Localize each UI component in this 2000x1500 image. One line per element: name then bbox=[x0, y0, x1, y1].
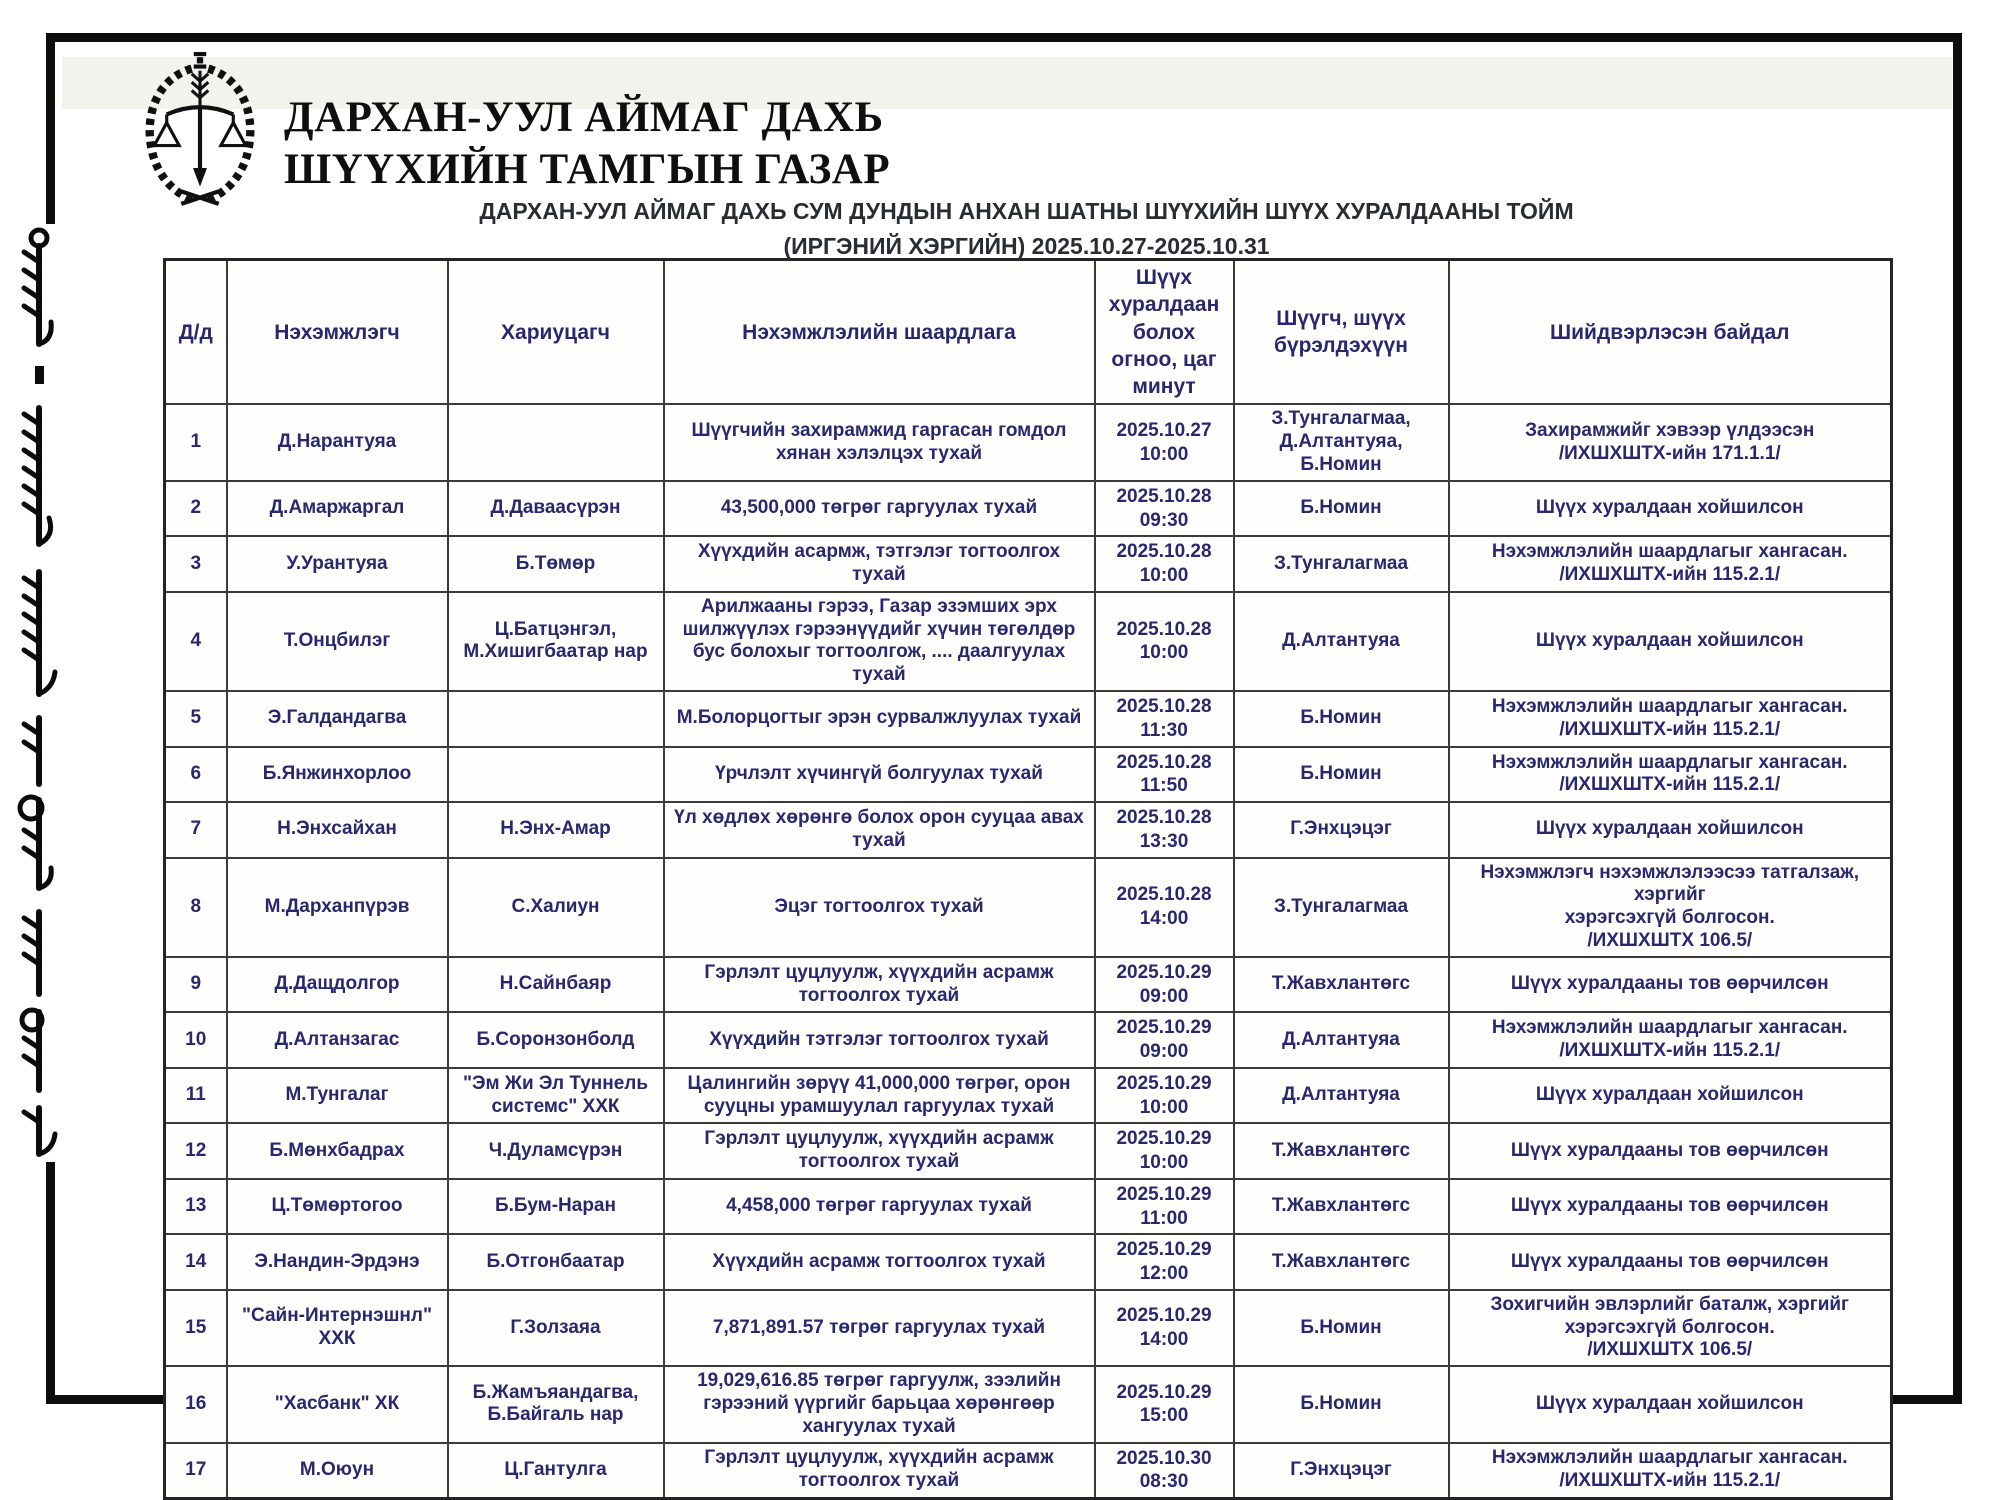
cell-respondent: Ц.Гантулга bbox=[448, 1443, 664, 1499]
cell-respondent bbox=[448, 747, 664, 803]
cell-date: 2025.10.29 12:00 bbox=[1095, 1234, 1234, 1290]
cell-date: 2025.10.28 11:50 bbox=[1095, 747, 1234, 803]
cell-judge: Т.Жавхлантөгс bbox=[1234, 1234, 1449, 1290]
cell-date: 2025.10.29 14:00 bbox=[1095, 1290, 1234, 1366]
col-header-number: Д/д bbox=[165, 260, 227, 405]
cell-date: 2025.10.29 11:00 bbox=[1095, 1179, 1234, 1235]
cell-number: 14 bbox=[165, 1234, 227, 1290]
cell-number: 15 bbox=[165, 1290, 227, 1366]
cell-claimant: Э.Нандин-Эрдэнэ bbox=[227, 1234, 448, 1290]
cell-claim: Шүүгчийн захирамжид гаргасан гомдол хянан хэлэлцэх тухай bbox=[664, 404, 1095, 480]
table-header-row bbox=[165, 260, 1892, 405]
cell-decision: Нэхэмжлэгч нэхэмжлэлээсээ татгалзаж, хэргийг хэрэгсэхгүй болгосон. /ИХШХШТХ 106.5/ bbox=[1449, 858, 1892, 957]
cell-claim: Үрчлэлт хүчингүй болгуулах тухай bbox=[664, 747, 1095, 803]
col-header-date: Шүүх хуралдаан болох огноо, цаг минут bbox=[1095, 260, 1234, 405]
cell-date: 2025.10.28 13:30 bbox=[1095, 802, 1234, 858]
cell-judge: Б.Номин bbox=[1234, 481, 1449, 537]
table-row bbox=[165, 1068, 1892, 1124]
cell-date: 2025.10.28 10:00 bbox=[1095, 592, 1234, 691]
cell-claim: 4,458,000 төгрөг гаргуулах тухай bbox=[664, 1179, 1095, 1235]
table-row bbox=[165, 404, 1892, 480]
cell-claimant: Д.Амаржаргал bbox=[227, 481, 448, 537]
cell-claimant: "Сайн-Интернэшнл" ХХК bbox=[227, 1290, 448, 1366]
cell-claim: Гэрлэлт цуцлуулж, хүүхдийн асрамж тогтоолгох тухай bbox=[664, 957, 1095, 1013]
cell-decision: Зохигчийн эвлэрлийг баталж, хэргийг хэрэгсэхгүй болгосон. /ИХШХШТХ 106.5/ bbox=[1449, 1290, 1892, 1366]
cell-decision: Шүүх хуралдаан хойшилсон bbox=[1449, 592, 1892, 691]
cell-decision: Шүүх хуралдаан хойшилсон bbox=[1449, 802, 1892, 858]
scales-of-justice-icon bbox=[136, 52, 264, 208]
cell-respondent: Б.Бум-Наран bbox=[448, 1179, 664, 1235]
hearing-table bbox=[163, 258, 1893, 1500]
cell-judge: Т.Жавхлантөгс bbox=[1234, 1179, 1449, 1235]
cell-claimant: Т.Онцбилэг bbox=[227, 592, 448, 691]
cell-judge: Т.Жавхлантөгс bbox=[1234, 1123, 1449, 1179]
document-title-line1: ДАРХАН-УУЛ АЙМАГ ДАХЬ СУМ ДУНДЫН АНХАН ШАТНЫ ШҮҮХИЙН ШҮҮХ ХУРАЛДААНЫ ТОЙМ bbox=[479, 198, 1574, 224]
cell-number: 17 bbox=[165, 1443, 227, 1499]
cell-claimant: Д.Нарантуяа bbox=[227, 404, 448, 480]
cell-number: 12 bbox=[165, 1123, 227, 1179]
cell-respondent: Н.Сайнбаяр bbox=[448, 957, 664, 1013]
cell-judge: Д.Алтантуяа bbox=[1234, 592, 1449, 691]
cell-respondent: Д.Даваасүрэн bbox=[448, 481, 664, 537]
cell-judge: Б.Номин bbox=[1234, 747, 1449, 803]
cell-date: 2025.10.28 09:30 bbox=[1095, 481, 1234, 537]
table-row bbox=[165, 858, 1892, 957]
table-row bbox=[165, 747, 1892, 803]
cell-respondent: Б.Төмөр bbox=[448, 536, 664, 592]
cell-claimant: Б.Мөнхбадрах bbox=[227, 1123, 448, 1179]
cell-decision: Шүүх хуралдааны тов өөрчилсөн bbox=[1449, 1234, 1892, 1290]
cell-judge: Б.Номин bbox=[1234, 691, 1449, 747]
cell-judge: Г.Энхцэцэг bbox=[1234, 802, 1449, 858]
col-header-claim: Нэхэмжлэлийн шаардлага bbox=[664, 260, 1095, 405]
table-row bbox=[165, 957, 1892, 1013]
cell-respondent: Б.Соронзонболд bbox=[448, 1012, 664, 1068]
col-header-decision: Шийдвэрлэсэн байдал bbox=[1449, 260, 1892, 405]
cell-respondent: Б.Отгонбаатар bbox=[448, 1234, 664, 1290]
cell-number: 10 bbox=[165, 1012, 227, 1068]
table-row bbox=[165, 1179, 1892, 1235]
table-body bbox=[165, 404, 1892, 1498]
org-name-line2: ШҮҮХИЙН ТАМГЫН ГАЗАР bbox=[284, 145, 891, 193]
cell-claimant: Э.Галдандагва bbox=[227, 691, 448, 747]
cell-claim: Арилжааны гэрээ, Газар эзэмших эрх шилжүүлэх гэрээнүүдийг хүчин төгөлдөр бус болохыг тогтоолгож, .... даалгуулах тухай bbox=[664, 592, 1095, 691]
cell-decision: Нэхэмжлэлийн шаардлагыг хангасан. /ИХШХШТХ-ийн 115.2.1/ bbox=[1449, 747, 1892, 803]
cell-date: 2025.10.29 10:00 bbox=[1095, 1068, 1234, 1124]
cell-claimant: "Хасбанк" ХК bbox=[227, 1366, 448, 1442]
cell-claimant: М.Тунгалаг bbox=[227, 1068, 448, 1124]
cell-claim: Гэрлэлт цуцлуулж, хүүхдийн асрамж тогтоолгох тухай bbox=[664, 1123, 1095, 1179]
cell-judge: Т.Жавхлантөгс bbox=[1234, 957, 1449, 1013]
cell-claimant: Б.Янжинхорлоо bbox=[227, 747, 448, 803]
cell-number: 9 bbox=[165, 957, 227, 1013]
cell-judge: З.Тунгалагмаа, Д.Алтантуяа, Б.Номин bbox=[1234, 404, 1449, 480]
cell-number: 13 bbox=[165, 1179, 227, 1235]
cell-decision: Шүүх хуралдаан хойшилсон bbox=[1449, 481, 1892, 537]
cell-decision: Захирамжийг хэвээр үлдээсэн /ИХШХШТХ-ийн 171.1.1/ bbox=[1449, 404, 1892, 480]
table-row bbox=[165, 1234, 1892, 1290]
cell-claimant: Н.Энхсайхан bbox=[227, 802, 448, 858]
cell-respondent bbox=[448, 691, 664, 747]
table-row bbox=[165, 481, 1892, 537]
cell-decision: Нэхэмжлэлийн шаардлагыг хангасан. /ИХШХШТХ-ийн 115.2.1/ bbox=[1449, 691, 1892, 747]
table-row bbox=[165, 1012, 1892, 1068]
col-header-claimant: Нэхэмжлэгч bbox=[227, 260, 448, 405]
cell-number: 4 bbox=[165, 592, 227, 691]
cell-claimant: М.Дарханпүрэв bbox=[227, 858, 448, 957]
cell-respondent: Г.Золзаяа bbox=[448, 1290, 664, 1366]
cell-claimant: Д.Дащдолгор bbox=[227, 957, 448, 1013]
cell-respondent: С.Халиун bbox=[448, 858, 664, 957]
cell-claim: Хүүхдийн тэтгэлэг тогтоолгох тухай bbox=[664, 1012, 1095, 1068]
document-title-line2: (ИРГЭНИЙ ХЭРГИЙН) 2025.10.27-2025.10.31 bbox=[783, 232, 1270, 259]
mongolian-script-sidebar bbox=[4, 224, 62, 1162]
cell-judge: З.Тунгалагмаа bbox=[1234, 858, 1449, 957]
cell-claim: Цалингийн зөрүү 41,000,000 төгрөг, орон сууцны урамшуулал гаргуулах тухай bbox=[664, 1068, 1095, 1124]
cell-judge: Д.Алтантуяа bbox=[1234, 1012, 1449, 1068]
cell-claim: Эцэг тогтоолгох тухай bbox=[664, 858, 1095, 957]
col-header-respondent: Хариуцагч bbox=[448, 260, 664, 405]
cell-claim: Үл хөдлөх хөрөнгө болох орон сууцаа авах тухай bbox=[664, 802, 1095, 858]
cell-date: 2025.10.27 10:00 bbox=[1095, 404, 1234, 480]
table-row bbox=[165, 1123, 1892, 1179]
cell-number: 5 bbox=[165, 691, 227, 747]
cell-decision: Шүүх хуралдааны тов өөрчилсөн bbox=[1449, 1179, 1892, 1235]
cell-judge: Б.Номин bbox=[1234, 1290, 1449, 1366]
cell-number: 8 bbox=[165, 858, 227, 957]
cell-claim: Гэрлэлт цуцлуулж, хүүхдийн асрамж тогтоолгох тухай bbox=[664, 1443, 1095, 1499]
cell-number: 2 bbox=[165, 481, 227, 537]
table-row bbox=[165, 691, 1892, 747]
cell-decision: Шүүх хуралдаан хойшилсон bbox=[1449, 1366, 1892, 1442]
cell-date: 2025.10.29 15:00 bbox=[1095, 1366, 1234, 1442]
org-name bbox=[284, 92, 890, 195]
cell-date: 2025.10.29 09:00 bbox=[1095, 1012, 1234, 1068]
table-row bbox=[165, 1290, 1892, 1366]
table-row bbox=[165, 1443, 1892, 1499]
cell-judge: Б.Номин bbox=[1234, 1366, 1449, 1442]
cell-judge: Д.Алтантуяа bbox=[1234, 1068, 1449, 1124]
cell-respondent bbox=[448, 404, 664, 480]
cell-date: 2025.10.28 11:30 bbox=[1095, 691, 1234, 747]
table-row bbox=[165, 1366, 1892, 1442]
cell-respondent: Н.Энх-Амар bbox=[448, 802, 664, 858]
cell-claimant: М.Оюун bbox=[227, 1443, 448, 1499]
cell-number: 1 bbox=[165, 404, 227, 480]
table-row bbox=[165, 536, 1892, 592]
cell-judge: Г.Энхцэцэг bbox=[1234, 1443, 1449, 1499]
cell-claim: Хүүхдийн асрамж тогтоолгох тухай bbox=[664, 1234, 1095, 1290]
cell-claim: 7,871,891.57 төгрөг гаргуулах тухай bbox=[664, 1290, 1095, 1366]
cell-claim: 19,029,616.85 төгрөг гаргуулж, зээлийн гэрээний үүргийг барьцаа хөрөнгөөр хангуулах тухай bbox=[664, 1366, 1095, 1442]
cell-respondent: "Эм Жи Эл Туннель системс" ХХК bbox=[448, 1068, 664, 1124]
mongolian-script-icon bbox=[4, 224, 62, 1162]
cell-date: 2025.10.29 10:00 bbox=[1095, 1123, 1234, 1179]
cell-decision: Нэхэмжлэлийн шаардлагыг хангасан. /ИХШХШТХ-ийн 115.2.1/ bbox=[1449, 1443, 1892, 1499]
cell-respondent: Ч.Дуламсүрэн bbox=[448, 1123, 664, 1179]
cell-claim: Хүүхдийн асармж, тэтгэлэг тогтоолгох тухай bbox=[664, 536, 1095, 592]
cell-number: 3 bbox=[165, 536, 227, 592]
cell-decision: Шүүх хуралдааны тов өөрчилсөн bbox=[1449, 957, 1892, 1013]
cell-date: 2025.10.29 09:00 bbox=[1095, 957, 1234, 1013]
cell-claimant: У.Урантуяа bbox=[227, 536, 448, 592]
cell-number: 16 bbox=[165, 1366, 227, 1442]
table-row bbox=[165, 802, 1892, 858]
cell-number: 11 bbox=[165, 1068, 227, 1124]
table-header bbox=[165, 260, 1892, 405]
cell-date: 2025.10.28 14:00 bbox=[1095, 858, 1234, 957]
court-logo bbox=[136, 52, 264, 208]
cell-claim: 43,500,000 төгрөг гаргуулах тухай bbox=[664, 481, 1095, 537]
cell-judge: З.Тунгалагмаа bbox=[1234, 536, 1449, 592]
cell-decision: Шүүх хуралдаан хойшилсон bbox=[1449, 1068, 1892, 1124]
cell-respondent: Ц.Батцэнгэл, М.Хишигбаатар нар bbox=[448, 592, 664, 691]
cell-date: 2025.10.30 08:30 bbox=[1095, 1443, 1234, 1499]
col-header-judge: Шүүгч, шүүх бүрэлдэхүүн bbox=[1234, 260, 1449, 405]
org-name-line1: ДАРХАН-УУЛ АЙМАГ ДАХЬ bbox=[284, 94, 884, 141]
table-row bbox=[165, 592, 1892, 691]
cell-number: 6 bbox=[165, 747, 227, 803]
cell-claim: М.Болорцогтыг эрэн сурвалжлуулах тухай bbox=[664, 691, 1095, 747]
document-title bbox=[163, 194, 1890, 263]
cell-claimant: Ц.Төмөртогоо bbox=[227, 1179, 448, 1235]
cell-respondent: Б.Жамъяандагва, Б.Байгаль нар bbox=[448, 1366, 664, 1442]
cell-decision: Шүүх хуралдааны тов өөрчилсөн bbox=[1449, 1123, 1892, 1179]
cell-decision: Нэхэмжлэлийн шаардлагыг хангасан. /ИХШХШТХ-ийн 115.2.1/ bbox=[1449, 536, 1892, 592]
cell-claimant: Д.Алтанзагас bbox=[227, 1012, 448, 1068]
cell-date: 2025.10.28 10:00 bbox=[1095, 536, 1234, 592]
cell-number: 7 bbox=[165, 802, 227, 858]
cell-decision: Нэхэмжлэлийн шаардлагыг хангасан. /ИХШХШТХ-ийн 115.2.1/ bbox=[1449, 1012, 1892, 1068]
